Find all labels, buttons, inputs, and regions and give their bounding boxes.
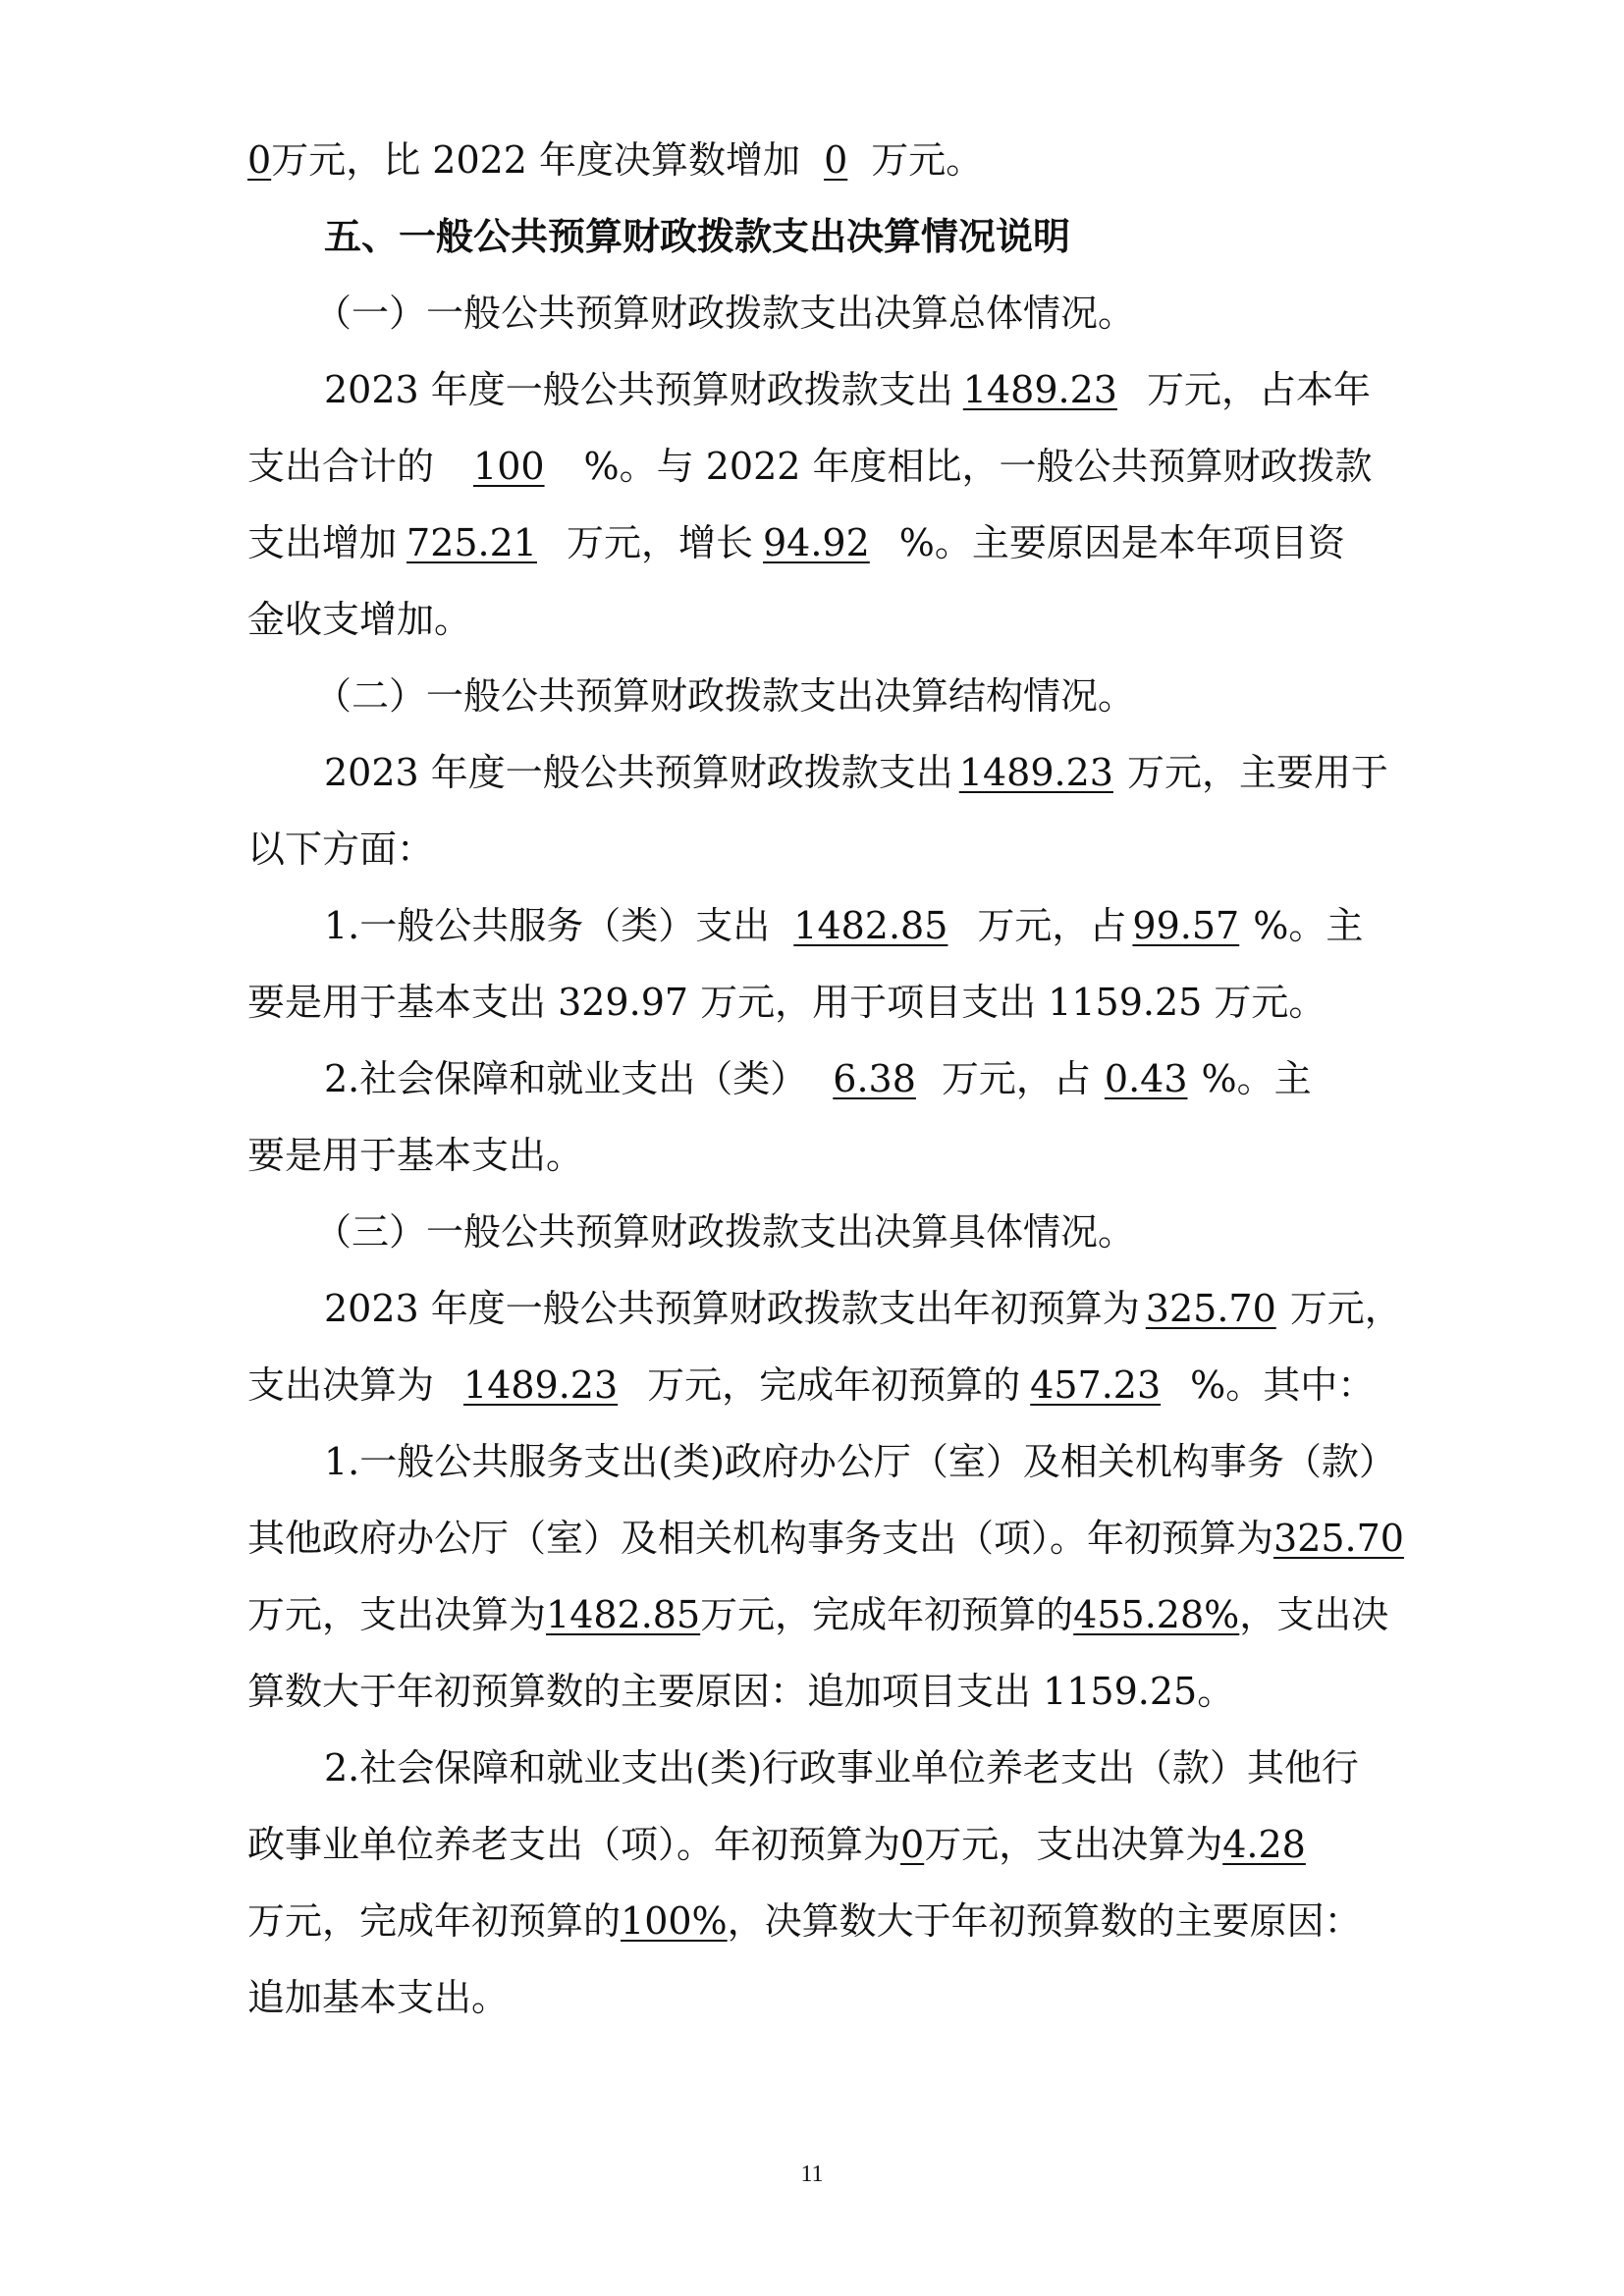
underlined-value: 1489.23 (958, 751, 1113, 794)
text-segment: %。主 (1201, 1057, 1312, 1100)
text-line (247, 1896, 1362, 1946)
underlined-value: 94.92 (763, 521, 870, 564)
text-segment: %。其中： (1190, 1363, 1376, 1407)
text-segment: %。主要原因是本年项目资 (898, 521, 1345, 564)
text-segment: 2023 年度一般公共预算财政拨款支出年初预算为 (324, 1287, 1140, 1330)
text-segment: 万元，完成年初预算的 (647, 1363, 1021, 1407)
underlined-value: 1489.23 (463, 1363, 619, 1407)
text-segment: %。主 (1253, 904, 1364, 947)
underlined-value: 457.23 (1030, 1363, 1162, 1407)
page-number: 11 (800, 2162, 824, 2187)
text-segment: 1.一般公共服务（类）支出 (324, 904, 771, 947)
text-segment: 万元，占 (977, 904, 1127, 947)
text-line (247, 518, 1345, 567)
underlined-value: 100 (473, 445, 545, 488)
section-heading: 五、一般公共预算财政拨款支出决算情况说明 (324, 214, 1071, 258)
text-line: 以下方面： (247, 828, 435, 871)
text-segment: 万元，支出决算为 (247, 1593, 547, 1636)
text-line (324, 365, 1371, 414)
underlined-value: 0 (247, 138, 272, 182)
text-line (247, 1590, 1388, 1639)
text-line (247, 135, 983, 185)
text-line: 要是用于基本支出 329.97 万元，用于项目支出 1159.25 万元。 (247, 981, 1326, 1024)
underlined-value: 725.21 (406, 521, 537, 564)
text-segment: 万元，主要用于 (1126, 751, 1388, 794)
text-line (324, 1054, 1312, 1103)
subsection-heading: （二）一般公共预算财政拨款支出决算结构情况。 (314, 674, 1136, 718)
text-segment: 2023 年度一般公共预算财政拨款支出 (324, 368, 953, 411)
text-segment: 支出合计的 (247, 445, 435, 488)
underlined-value: 1489.23 (962, 368, 1117, 411)
text-line: 1.一般公共服务支出(类)政府办公厅（室）及相关机构事务（款） (324, 1440, 1396, 1483)
text-segment: 其他政府办公厅（室）及相关机构事务支出（项）。年初预算为 (247, 1517, 1274, 1560)
text-line (324, 748, 1388, 797)
text-line (247, 1514, 1404, 1563)
text-line (247, 1820, 1306, 1869)
text-segment: 万元，支出决算为 (924, 1823, 1223, 1866)
underlined-value: 1482.85 (546, 1593, 701, 1636)
subsection-heading: （一）一般公共预算财政拨款支出决算总体情况。 (314, 292, 1136, 335)
text-line (324, 1284, 1402, 1333)
underlined-value: 0 (900, 1823, 925, 1866)
text-line: 要是用于基本支出。 (247, 1134, 584, 1177)
text-segment: 支出决算为 (247, 1363, 435, 1407)
text-segment: 万元，完成年初预算的 (700, 1593, 1074, 1636)
text-segment: 2.社会保障和就业支出（类） (324, 1057, 808, 1100)
underlined-value: 6.38 (833, 1057, 916, 1100)
text-segment: 万元，增长 (566, 521, 753, 564)
underlined-value: 100% (621, 1899, 728, 1943)
underlined-value: 1482.85 (793, 904, 948, 947)
underlined-value: 4.28 (1222, 1823, 1306, 1866)
text-line (247, 442, 1373, 491)
underlined-value: 0 (824, 138, 848, 182)
text-segment: 支出增加 (247, 521, 398, 564)
text-line: 算数大于年初预算数的主要原因：追加项目支出 1159.25。 (247, 1670, 1235, 1713)
text-segment: 万元。 (871, 138, 984, 182)
text-segment: 万元，完成年初预算的 (247, 1899, 622, 1943)
underlined-value: 325.70 (1145, 1287, 1276, 1330)
text-segment: 万元，占本年 (1146, 368, 1371, 411)
text-line: 追加基本支出。 (247, 1976, 510, 2019)
underlined-value: 455.28% (1073, 1593, 1240, 1636)
text-segment: 万元，占 (941, 1057, 1091, 1100)
text-line: 2.社会保障和就业支出(类)行政事业单位养老支出（款）其他行 (324, 1746, 1359, 1789)
text-segment: ，支出决 (1239, 1593, 1389, 1636)
text-segment: 政事业单位养老支出（项）。年初预算为 (247, 1823, 901, 1866)
underlined-value: 99.57 (1132, 904, 1240, 947)
text-segment: 万元， (1289, 1287, 1402, 1330)
text-segment: 万元，比 2022 年度决算数增加 (271, 138, 801, 182)
text-line: 金收支增加。 (247, 598, 472, 641)
subsection-heading: （三）一般公共预算财政拨款支出决算具体情况。 (314, 1210, 1136, 1254)
text-segment: 2023 年度一般公共预算财政拨款支出 (324, 751, 953, 794)
text-segment: %。与 2022 年度相比，一般公共预算财政拨款 (583, 445, 1373, 488)
text-line (247, 1361, 1375, 1410)
underlined-value: 325.70 (1273, 1517, 1404, 1560)
text-segment: ，决算数大于年初预算数的主要原因： (727, 1899, 1362, 1943)
underlined-value: 0.43 (1104, 1057, 1188, 1100)
text-line (324, 901, 1363, 950)
